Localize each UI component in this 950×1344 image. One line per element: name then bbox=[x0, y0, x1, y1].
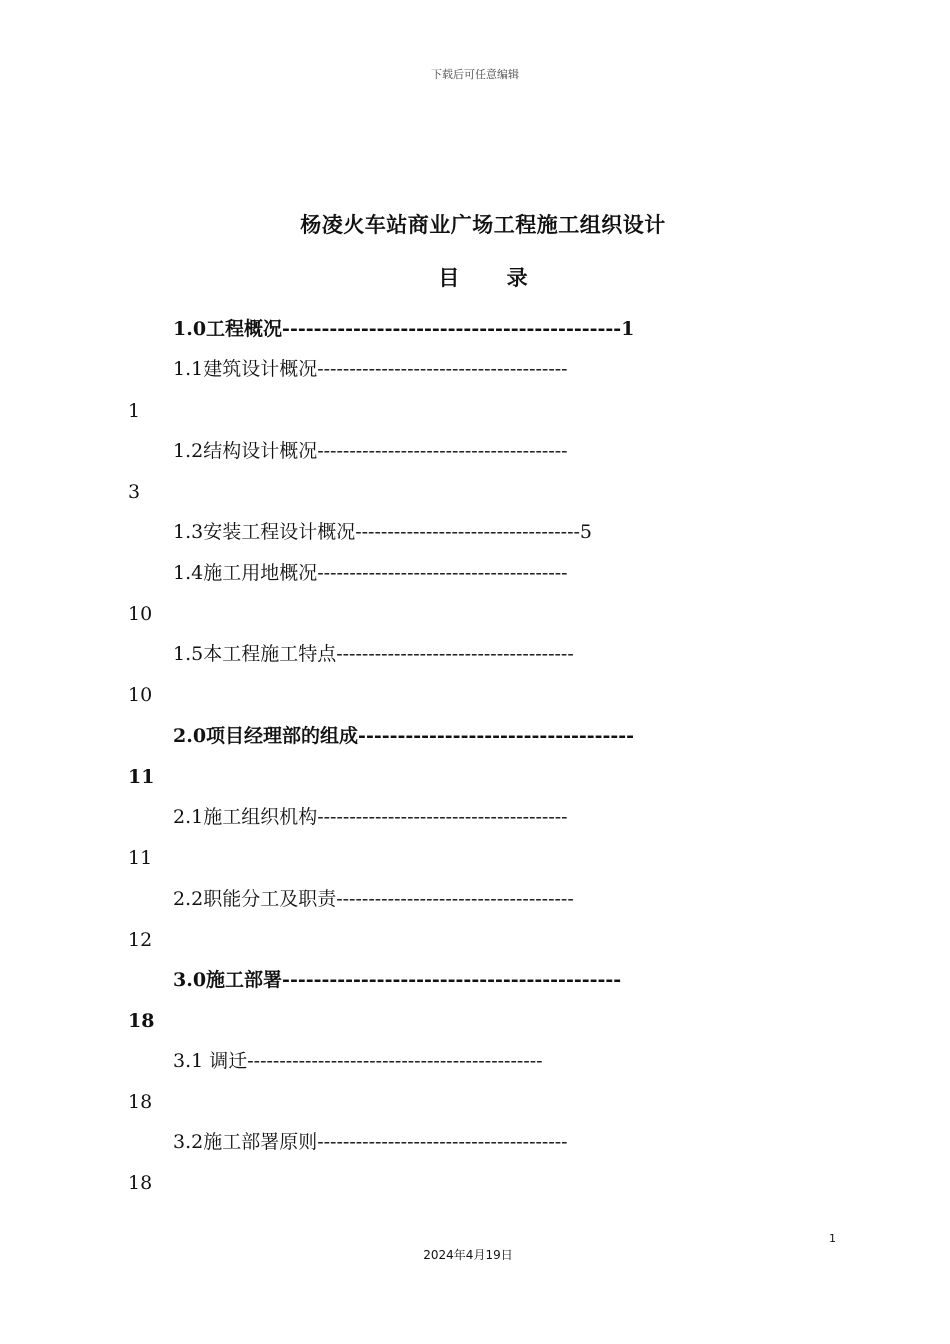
toc-page-1-5: 10 bbox=[128, 684, 153, 706]
document-title: 杨凌火车站商业广场工程施工组织设计 bbox=[300, 213, 666, 237]
toc-entry-1-4[interactable]: 1.4施工用地概况--------------------------------------- bbox=[173, 562, 568, 584]
toc-page-2-2: 12 bbox=[128, 929, 153, 951]
toc-page-1-1: 1 bbox=[128, 400, 141, 422]
page-number: 1 bbox=[829, 1232, 836, 1245]
footer-date: 2024年4月19日 bbox=[423, 1248, 513, 1262]
toc-entry-1-3[interactable]: 1.3安装工程设计概况-----------------------------------5 bbox=[173, 521, 593, 543]
toc-page-1-4: 10 bbox=[128, 603, 153, 625]
toc-page-3-0: 18 bbox=[128, 1010, 155, 1032]
toc-entry-3-1[interactable]: 3.1 调迁---------------------------------------------- bbox=[173, 1050, 543, 1072]
toc-entry-3-0[interactable]: 3.0施工部署------------------------------------------- bbox=[173, 969, 622, 991]
toc-entry-3-2[interactable]: 3.2施工部署原则--------------------------------------- bbox=[173, 1131, 568, 1153]
toc-entry-2-0[interactable]: 2.0项目经理部的组成----------------------------------- bbox=[173, 725, 635, 747]
toc-page-1-2: 3 bbox=[128, 481, 141, 503]
toc-page-2-1: 11 bbox=[128, 847, 153, 869]
toc-page-3-2: 18 bbox=[128, 1172, 153, 1194]
toc-page-3-1: 18 bbox=[128, 1091, 153, 1113]
toc-entry-1-1[interactable]: 1.1建筑设计概况--------------------------------------- bbox=[173, 358, 568, 380]
toc-heading: 目 录 bbox=[438, 266, 528, 290]
toc-entry-1-2[interactable]: 1.2结构设计概况--------------------------------------- bbox=[173, 440, 568, 462]
toc-entry-2-2[interactable]: 2.2职能分工及职责------------------------------------- bbox=[173, 888, 574, 910]
toc-page-2-0: 11 bbox=[128, 766, 155, 788]
toc-entry-2-1[interactable]: 2.1施工组织机构--------------------------------------- bbox=[173, 806, 568, 828]
toc-entry-1-0[interactable]: 1.0工程概况-------------------------------------------1 bbox=[173, 318, 635, 340]
toc-entry-1-5[interactable]: 1.5本工程施工特点------------------------------------- bbox=[173, 643, 574, 665]
page-header: 下载后可任意编辑 bbox=[431, 68, 519, 81]
